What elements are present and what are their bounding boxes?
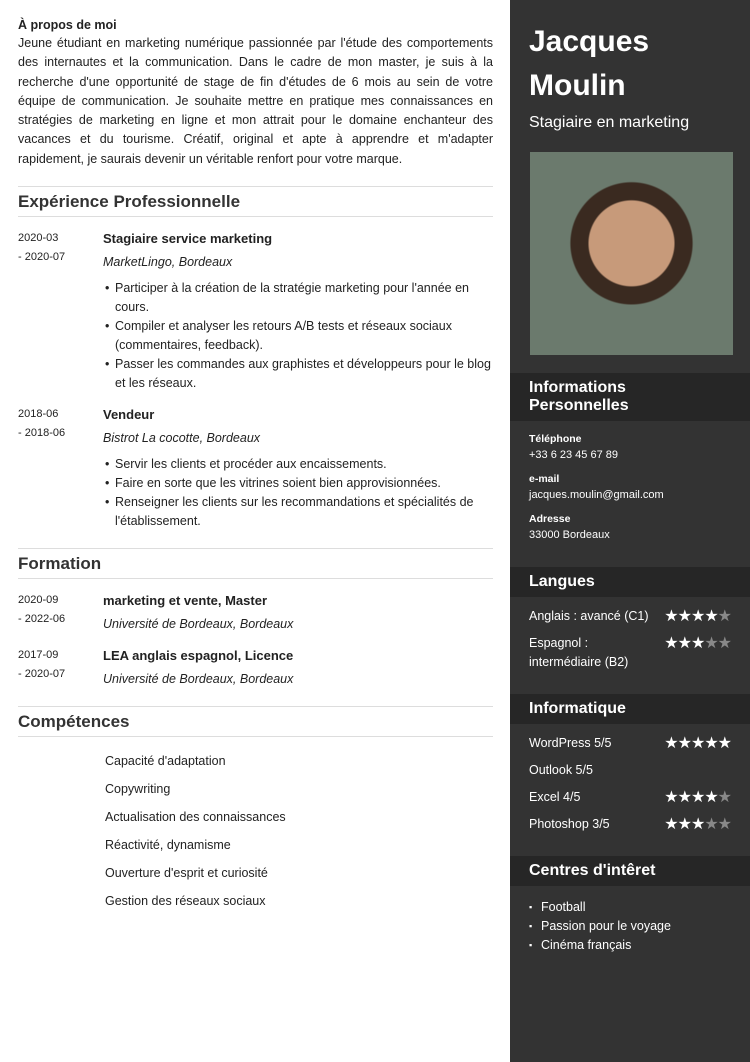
entry xyxy=(18,229,493,393)
rating-label: Anglais : avancé (C1) xyxy=(529,609,649,623)
phone-label: Téléphone xyxy=(529,433,582,445)
experience-title: Expérience Professionnelle xyxy=(18,186,493,217)
phone: +33 6 23 45 67 89 xyxy=(529,449,618,461)
address-label: Adresse xyxy=(529,513,571,525)
entry-dates: 2020-09 - 2022-06 xyxy=(18,594,66,626)
rating-label: Excel 4/5 xyxy=(529,790,581,804)
entry xyxy=(18,591,493,634)
skill-item: Copywriting xyxy=(105,782,171,797)
interests-list xyxy=(510,886,750,967)
rating-row xyxy=(529,815,731,834)
entry-title: LEA anglais espagnol, Licence xyxy=(103,648,294,664)
rating-stars xyxy=(664,734,731,753)
languages-list xyxy=(510,597,750,694)
entry-title: Stagiaire service marketing xyxy=(103,231,273,247)
star-icon: ★ xyxy=(690,789,705,806)
star-icon: ★ xyxy=(704,608,718,625)
bullet: • Passer les commandes aux graphistes et développeurs pour le blog et les réseaux. xyxy=(115,355,493,393)
job-title: Stagiaire en marketing xyxy=(529,114,690,131)
languages-title: Langues xyxy=(510,567,750,597)
star-icon: ★ xyxy=(677,608,691,625)
star-icon: ★ xyxy=(677,789,691,806)
skills-title: Compétences xyxy=(18,706,493,737)
rating-row xyxy=(529,761,731,780)
it-list xyxy=(510,724,750,856)
rating-stars xyxy=(664,634,731,672)
email[interactable]: jacques.moulin@gmail.com xyxy=(529,489,664,501)
about-text: Jeune étudiant en marketing numérique passionnée par l'étude des comportements des internautes et la communication. Dans le cadre de mon master, je suis à la recherche d'une opportunité de stage de fin d'études de 6 mois au sein de votre équipe de communication. Je souhaite mettre en pratique mes connaissances en stratégies de marketing en ligne et mon attrait pour le domaine enchanteur des vacances et du tourisme. Créatif, original et apte à apprendre et m'adapter rapidement, je saurais devenir un véritable renfort pour votre marque. xyxy=(18,36,493,166)
star-icon: ★ xyxy=(717,608,731,625)
star-icon: ★ xyxy=(677,816,691,833)
education-title: Formation xyxy=(18,548,493,579)
it-title: Informatique xyxy=(510,694,750,724)
star-icon: ★ xyxy=(664,735,678,752)
rating-label: Photoshop 3/5 xyxy=(529,817,610,831)
skill-item: Capacité d'adaptation xyxy=(105,754,226,769)
star-icon: ★ xyxy=(704,789,718,806)
last-name: Moulin xyxy=(529,69,626,102)
bullet: • Compiler et analyser les retours A/B tests et réseaux sociaux (commentaires, feedback). xyxy=(115,317,493,355)
star-icon: ★ xyxy=(704,635,718,652)
interest-item: ▪ Football xyxy=(529,898,731,917)
star-icon: ★ xyxy=(677,635,691,652)
interest-item: ▪ Cinéma français xyxy=(529,936,731,955)
rating-label: WordPress 5/5 xyxy=(529,736,612,750)
rating-label: Outlook 5/5 xyxy=(529,763,593,777)
star-icon: ★ xyxy=(717,789,731,806)
star-icon: ★ xyxy=(717,635,731,652)
skill-item: Réactivité, dynamisme xyxy=(105,838,231,853)
personal-info xyxy=(510,421,750,567)
bullet: • Renseigner les clients sur les recommandations et spécialités de l'établissement. xyxy=(115,493,493,531)
star-icon: ★ xyxy=(704,816,718,833)
profile-photo xyxy=(530,152,733,355)
entry-org: MarketLingo, Bordeaux xyxy=(103,255,233,270)
name xyxy=(510,0,750,108)
star-icon: ★ xyxy=(690,735,705,752)
star-icon: ★ xyxy=(664,816,678,833)
entry-dates: 2020-03 - 2020-07 xyxy=(18,232,66,264)
skill-item: Actualisation des connaissances xyxy=(105,810,286,825)
rating-stars xyxy=(664,607,731,626)
skill-item: Ouverture d'esprit et curiosité xyxy=(105,866,268,881)
star-icon: ★ xyxy=(677,735,691,752)
interest-item: ▪ Passion pour le voyage xyxy=(529,917,731,936)
rating-row xyxy=(529,734,731,753)
entry-org: Bistrot La cocotte, Bordeaux xyxy=(103,431,261,446)
bullet: • Faire en sorte que les vitrines soient bien approvisionnées. xyxy=(115,474,493,493)
rating-row xyxy=(529,634,731,672)
star-icon: ★ xyxy=(717,816,731,833)
bullet: • Servir les clients et procéder aux encaissements. xyxy=(115,455,493,474)
entry-dates: 2017-09 - 2020-07 xyxy=(18,649,66,681)
star-icon: ★ xyxy=(690,816,705,833)
entry-org: Université de Bordeaux, Bordeaux xyxy=(103,617,294,632)
rating-stars xyxy=(664,815,731,834)
rating-row xyxy=(529,788,731,807)
entry xyxy=(18,405,493,531)
star-icon: ★ xyxy=(690,635,705,652)
entry-title: Vendeur xyxy=(103,407,155,423)
email-label: e-mail xyxy=(529,473,560,485)
star-icon: ★ xyxy=(717,735,731,752)
rating-label: Espagnol : intermédiaire (B2) xyxy=(529,636,629,669)
star-icon: ★ xyxy=(664,635,678,652)
rating-stars xyxy=(664,788,731,807)
star-icon: ★ xyxy=(704,735,718,752)
entry xyxy=(18,646,493,689)
first-name: Jacques xyxy=(529,25,650,58)
skill-item: Gestion des réseaux sociaux xyxy=(105,894,266,909)
entry-org: Université de Bordeaux, Bordeaux xyxy=(103,672,294,687)
address: 33000 Bordeaux xyxy=(529,529,610,541)
bullet: • Participer à la création de la stratégie marketing pour l'année en cours. xyxy=(115,279,493,317)
star-icon: ★ xyxy=(664,789,678,806)
entry-title: marketing et vente, Master xyxy=(103,593,268,609)
personal-title: Informations Personnelles xyxy=(510,373,750,421)
interests-title: Centres d'intêret xyxy=(510,856,750,886)
entry-dates: 2018-06 - 2018-06 xyxy=(18,408,66,440)
experience-list xyxy=(18,229,493,531)
skills-list xyxy=(18,747,493,915)
star-icon: ★ xyxy=(690,608,705,625)
about-title: À propos de moi xyxy=(18,18,117,32)
star-icon: ★ xyxy=(664,608,678,625)
education-list xyxy=(18,591,493,689)
rating-row xyxy=(529,607,731,626)
sidebar xyxy=(510,0,750,1062)
